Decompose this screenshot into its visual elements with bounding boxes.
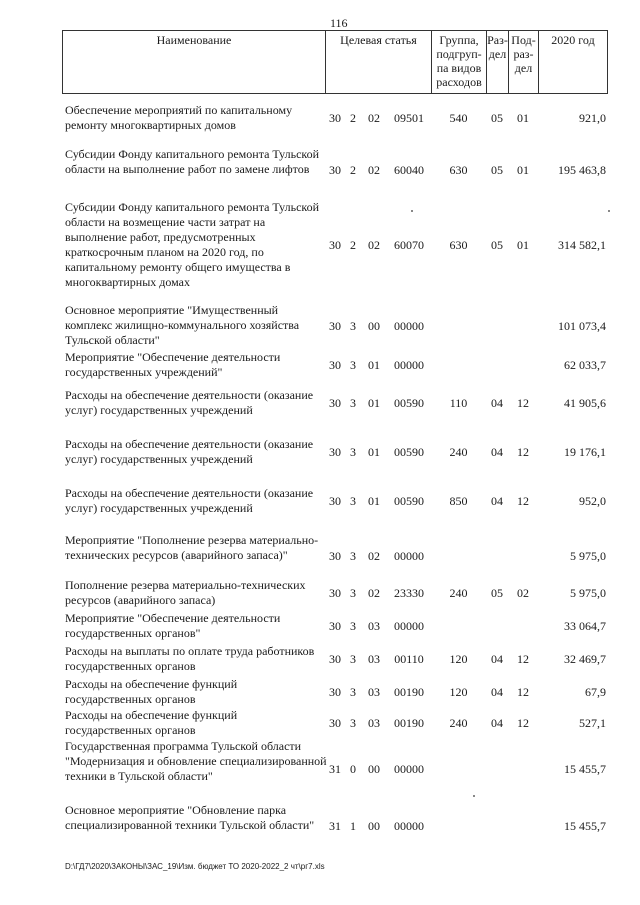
row-p3: 03 <box>368 685 380 699</box>
row-p1: 30 <box>329 396 341 410</box>
row-p2: 2 <box>350 163 356 177</box>
row-section: 05 <box>491 586 503 600</box>
row-section: 05 <box>491 163 503 177</box>
row-group: 850 <box>449 494 468 508</box>
row-group: 110 <box>449 396 468 410</box>
row-group: 240 <box>449 586 468 600</box>
row-p4: 00110 <box>394 652 424 666</box>
row-subsection: 01 <box>517 163 529 177</box>
row-amount: 19 176,1 <box>564 445 606 459</box>
row-name: Расходы на обеспечение деятельности (оказание услуг) государственных учреждений <box>65 486 314 515</box>
row-name: Расходы на выплаты по оплате труда работников государственных органов <box>65 644 315 673</box>
row-group: 240 <box>449 716 468 730</box>
row-p4: 00590 <box>394 494 424 508</box>
table-row <box>0 677 640 707</box>
row-name: Основное мероприятие "Имущественный комплекс жилищно-коммунального хозяйства Тульской области" <box>65 303 300 347</box>
header-group: Группа, подгруп- па видов расходов <box>431 30 486 94</box>
header-name: Наименование <box>62 30 325 94</box>
row-p1: 30 <box>329 586 341 600</box>
row-p3: 00 <box>368 762 380 776</box>
row-amount: 952,0 <box>579 494 606 508</box>
row-p1: 30 <box>329 163 341 177</box>
row-p2: 2 <box>350 238 356 252</box>
table-row <box>0 578 640 608</box>
file-path-footer: D:\ГД7\2020\ЗАКОНЫ\ЗАС_19\Изм. бюджет ТО 2020-2022_2 чт\рг7.xls <box>65 862 325 871</box>
row-subsection: 02 <box>517 586 529 600</box>
table-row <box>0 803 640 848</box>
row-subsection: 12 <box>517 716 529 730</box>
row-amount: 527,1 <box>579 716 606 730</box>
row-amount: 101 073,4 <box>558 319 606 333</box>
row-name: Мероприятие "Обеспечение деятельности государственных учреждений" <box>65 350 281 379</box>
row-section: 04 <box>491 494 503 508</box>
row-p3: 01 <box>368 494 380 508</box>
row-group: 630 <box>449 238 468 252</box>
row-p3: 03 <box>368 716 380 730</box>
row-p1: 30 <box>329 358 341 372</box>
row-section: 04 <box>491 716 503 730</box>
row-p3: 01 <box>368 445 380 459</box>
table-row <box>0 644 640 674</box>
row-p2: 3 <box>350 619 356 633</box>
row-p1: 30 <box>329 549 341 563</box>
row-p2: 3 <box>350 549 356 563</box>
row-p2: 3 <box>350 396 356 410</box>
row-subsection: 01 <box>517 111 529 125</box>
row-group: 120 <box>449 652 468 666</box>
row-amount: 195 463,8 <box>558 163 606 177</box>
row-name: Расходы на обеспечение деятельности (оказание услуг) государственных учреждений <box>65 437 314 466</box>
row-p2: 3 <box>350 716 356 730</box>
row-name: Основное мероприятие "Обновление парка специализированной техники Тульской области" <box>65 803 315 832</box>
table-row <box>0 486 640 516</box>
row-amount: 32 469,7 <box>564 652 606 666</box>
row-amount: 5 975,0 <box>570 549 606 563</box>
row-name: Мероприятие "Обеспечение деятельности государственных органов" <box>65 611 281 640</box>
row-section: 04 <box>491 685 503 699</box>
row-p4: 60040 <box>394 163 424 177</box>
header-target: Целевая статья <box>325 30 431 94</box>
row-p1: 30 <box>329 319 341 333</box>
row-section: 05 <box>491 238 503 252</box>
row-group: 240 <box>449 445 468 459</box>
scan-mark <box>608 210 610 212</box>
scan-mark <box>411 210 413 212</box>
row-p3: 02 <box>368 163 380 177</box>
row-p2: 2 <box>350 111 356 125</box>
table-row <box>0 303 640 348</box>
row-amount: 314 582,1 <box>558 238 606 252</box>
row-p3: 03 <box>368 652 380 666</box>
row-group: 630 <box>449 163 468 177</box>
table-row <box>0 533 640 578</box>
row-p3: 00 <box>368 819 380 833</box>
row-p4: 00190 <box>394 685 424 699</box>
table-row <box>0 103 640 133</box>
table-row <box>0 350 640 380</box>
row-name: Субсидии Фонду капитального ремонта Тульской области на возмещение части затрат на выполнение работ, предусмотренных краткосрочным планом на 2020 год, по капитальному ремонту общего имущества в многоквартирных домах <box>65 200 320 289</box>
row-section: 04 <box>491 396 503 410</box>
table-row <box>0 147 640 192</box>
row-subsection: 12 <box>517 494 529 508</box>
row-amount: 5 975,0 <box>570 586 606 600</box>
table-row <box>0 739 640 799</box>
row-group: 120 <box>449 685 468 699</box>
header-subsection: Под- раз- дел <box>508 30 538 94</box>
table-row <box>0 437 640 467</box>
table-row <box>0 611 640 641</box>
row-p3: 02 <box>368 238 380 252</box>
row-p1: 30 <box>329 494 341 508</box>
row-p4: 00190 <box>394 716 424 730</box>
row-p1: 30 <box>329 111 341 125</box>
row-p1: 31 <box>329 762 341 776</box>
row-p3: 01 <box>368 396 380 410</box>
row-p1: 30 <box>329 238 341 252</box>
row-section: 05 <box>491 111 503 125</box>
row-p4: 00000 <box>394 358 424 372</box>
header-year: 2020 год <box>538 30 608 94</box>
row-amount: 15 455,7 <box>564 762 606 776</box>
row-group: 540 <box>449 111 468 125</box>
row-p3: 02 <box>368 111 380 125</box>
table-row <box>0 708 640 738</box>
row-p1: 30 <box>329 716 341 730</box>
row-p1: 31 <box>329 819 341 833</box>
row-p3: 02 <box>368 549 380 563</box>
row-subsection: 12 <box>517 396 529 410</box>
row-section: 04 <box>491 652 503 666</box>
table-row <box>0 388 640 418</box>
row-p4: 00000 <box>394 762 424 776</box>
scan-mark <box>473 795 475 797</box>
row-p4: 00000 <box>394 619 424 633</box>
row-p4: 00590 <box>394 396 424 410</box>
row-p4: 23330 <box>394 586 424 600</box>
row-amount: 67,9 <box>585 685 606 699</box>
row-name: Обеспечение мероприятий по капитальному ремонту многоквартирных домов <box>65 103 293 132</box>
row-name: Пополнение резерва материально-технических ресурсов (аварийного запаса) <box>65 578 306 607</box>
row-amount: 15 455,7 <box>564 819 606 833</box>
row-p1: 30 <box>329 652 341 666</box>
row-p2: 3 <box>350 586 356 600</box>
row-amount: 921,0 <box>579 111 606 125</box>
row-name: Расходы на обеспечение функций государственных органов <box>65 708 238 737</box>
row-subsection: 12 <box>517 652 529 666</box>
row-name: Субсидии Фонду капитального ремонта Тульской области на выполнение работ по замене лифтов <box>65 147 320 176</box>
row-p1: 30 <box>329 685 341 699</box>
row-p2: 3 <box>350 319 356 333</box>
row-amount: 33 064,7 <box>564 619 606 633</box>
row-p4: 00000 <box>394 819 424 833</box>
row-subsection: 12 <box>517 685 529 699</box>
row-name: Государственная программа Тульской области "Модернизация и обновление специализированной техники в Тульской области" <box>65 739 327 783</box>
row-p3: 01 <box>368 358 380 372</box>
table-row <box>0 200 640 290</box>
row-p2: 0 <box>350 762 356 776</box>
row-name: Расходы на обеспечение деятельности (оказание услуг) государственных учреждений <box>65 388 314 417</box>
row-p2: 3 <box>350 494 356 508</box>
row-p2: 3 <box>350 652 356 666</box>
row-p1: 30 <box>329 619 341 633</box>
row-p4: 00000 <box>394 549 424 563</box>
row-name: Мероприятие "Пополнение резерва материально-технических ресурсов (аварийного запаса)" <box>65 533 319 562</box>
row-name: Расходы на обеспечение функций государственных органов <box>65 677 238 706</box>
row-p1: 30 <box>329 445 341 459</box>
page-number: 116 <box>330 16 348 30</box>
row-p4: 00000 <box>394 319 424 333</box>
row-p2: 3 <box>350 685 356 699</box>
row-p2: 3 <box>350 358 356 372</box>
row-p2: 1 <box>350 819 356 833</box>
row-p3: 02 <box>368 586 380 600</box>
row-subsection: 12 <box>517 445 529 459</box>
row-p3: 03 <box>368 619 380 633</box>
row-amount: 62 033,7 <box>564 358 606 372</box>
row-subsection: 01 <box>517 238 529 252</box>
row-p4: 60070 <box>394 238 424 252</box>
row-section: 04 <box>491 445 503 459</box>
row-p4: 09501 <box>394 111 424 125</box>
row-p3: 00 <box>368 319 380 333</box>
row-p4: 00590 <box>394 445 424 459</box>
row-p2: 3 <box>350 445 356 459</box>
row-amount: 41 905,6 <box>564 396 606 410</box>
header-section: Раз- дел <box>486 30 508 94</box>
